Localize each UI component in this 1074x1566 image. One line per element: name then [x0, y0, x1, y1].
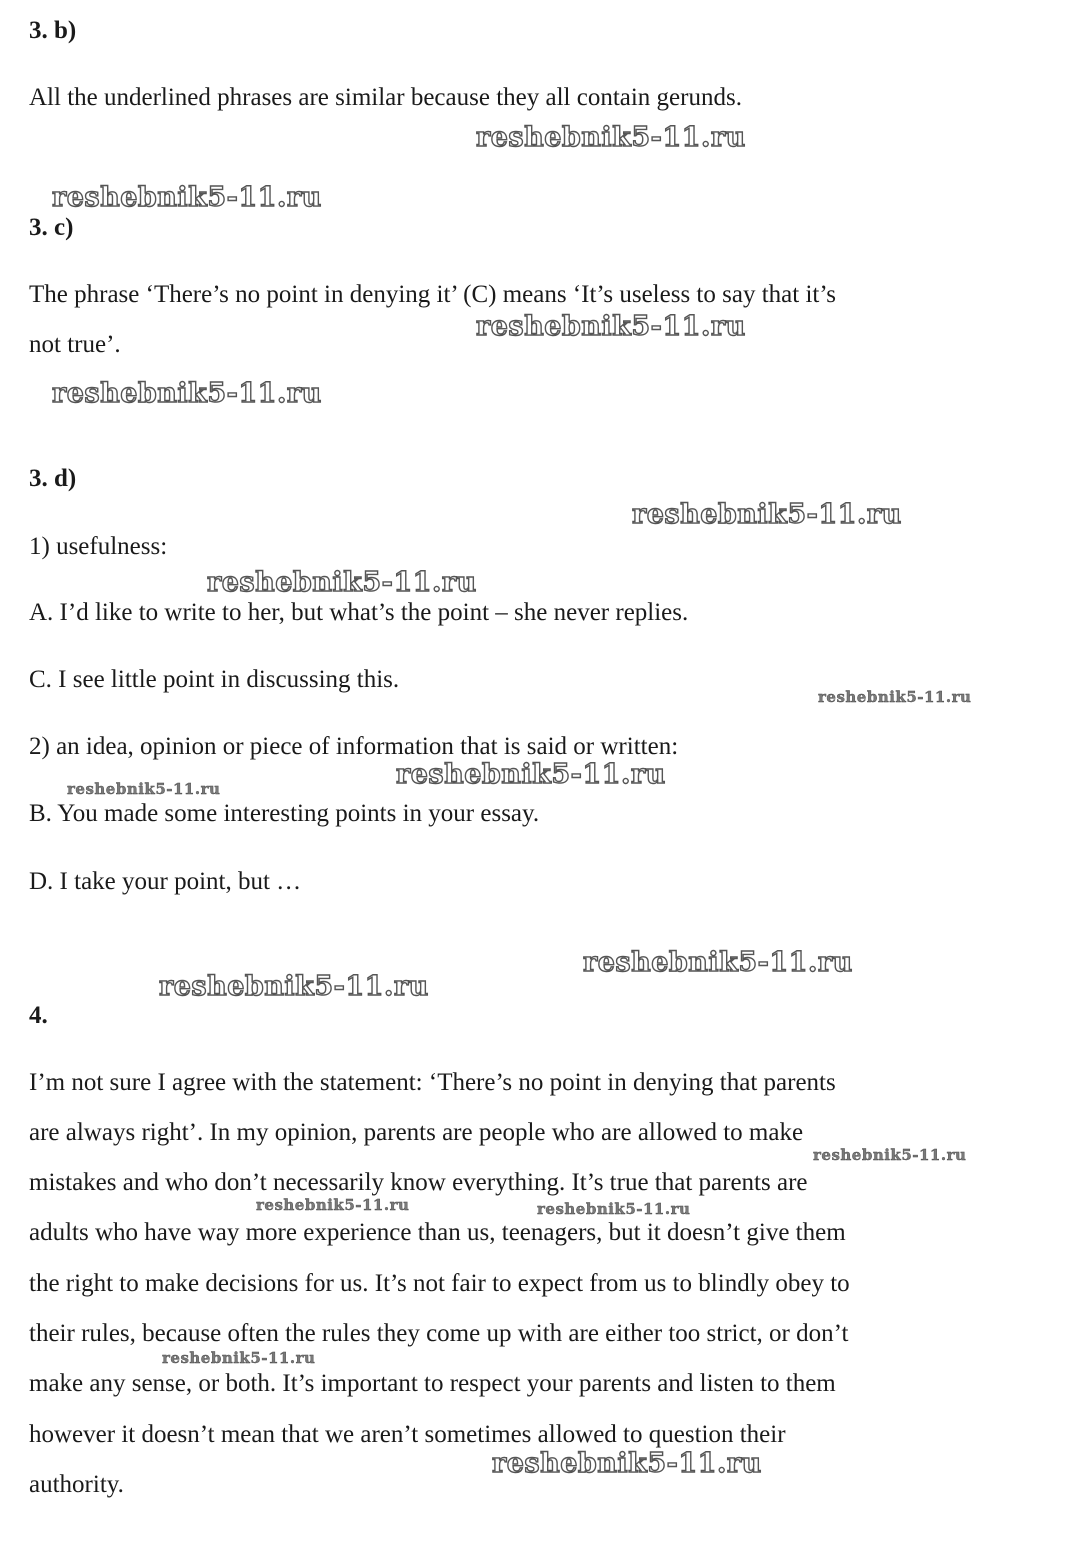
example-c: C. I see little point in discussing this.: [29, 666, 400, 693]
example-b: B. You made some interesting points in your essay.: [29, 800, 540, 827]
paragraph-3b: All the underlined phrases are similar because they all contain gerunds.: [29, 84, 742, 111]
watermark: reshebnik5-11.ru: [159, 971, 429, 1002]
watermark: reshebnik5-11.ru: [583, 947, 853, 978]
watermark: reshebnik5-11.ru: [207, 567, 477, 598]
heading-3b: 3. b): [29, 17, 77, 44]
watermark: reshebnik5-11.ru: [632, 499, 902, 530]
essay-line: the right to make decisions for us. It’s not fair to expect from us to blindly obey to: [29, 1270, 850, 1297]
paragraph-3c-line-1: The phrase ‘There’s no point in denying it’ (C) means ‘It’s useless to say that it’s: [29, 281, 837, 308]
essay-line: I’m not sure I agree with the statement: ‘There’s no point in denying that parents: [29, 1069, 836, 1096]
essay-line: make any sense, or both. It’s important to respect your parents and listen to them: [29, 1370, 836, 1397]
watermark: reshebnik5-11.ru: [52, 378, 322, 409]
watermark: reshebnik5-11.ru: [476, 311, 746, 342]
heading-4: 4.: [29, 1002, 48, 1029]
essay-line: are always right’. In my opinion, parents are people who are allowed to make: [29, 1119, 804, 1146]
watermark: reshebnik5-11.ru: [52, 182, 322, 213]
group-1-title: 1) usefulness:: [29, 533, 168, 560]
watermark: reshebnik5-11.ru: [67, 780, 221, 798]
heading-3c: 3. c): [29, 214, 74, 241]
watermark: reshebnik5-11.ru: [396, 759, 666, 790]
essay-line: authority.: [29, 1471, 124, 1498]
example-a: A. I’d like to write to her, but what’s the point – she never replies.: [29, 599, 689, 626]
watermark: reshebnik5-11.ru: [813, 1146, 967, 1164]
essay-line: adults who have way more experience than us, teenagers, but it doesn’t give them: [29, 1219, 846, 1246]
group-2-title: 2) an idea, opinion or piece of information that is said or written:: [29, 733, 679, 760]
watermark: reshebnik5-11.ru: [256, 1196, 410, 1214]
watermark: reshebnik5-11.ru: [162, 1349, 316, 1367]
essay-line: their rules, because often the rules they come up with are either too strict, or don’t: [29, 1320, 849, 1347]
paragraph-3c-line-2: not true’.: [29, 331, 121, 358]
essay-line: mistakes and who don’t necessarily know everything. It’s true that parents are: [29, 1169, 808, 1196]
watermark: reshebnik5-11.ru: [476, 122, 746, 153]
watermark: reshebnik5-11.ru: [818, 688, 972, 706]
heading-3d: 3. d): [29, 465, 77, 492]
watermark: reshebnik5-11.ru: [492, 1448, 762, 1479]
essay-line: however it doesn’t mean that we aren’t sometimes allowed to question their: [29, 1421, 786, 1448]
example-d: D. I take your point, but …: [29, 868, 302, 895]
watermark: reshebnik5-11.ru: [537, 1200, 691, 1218]
